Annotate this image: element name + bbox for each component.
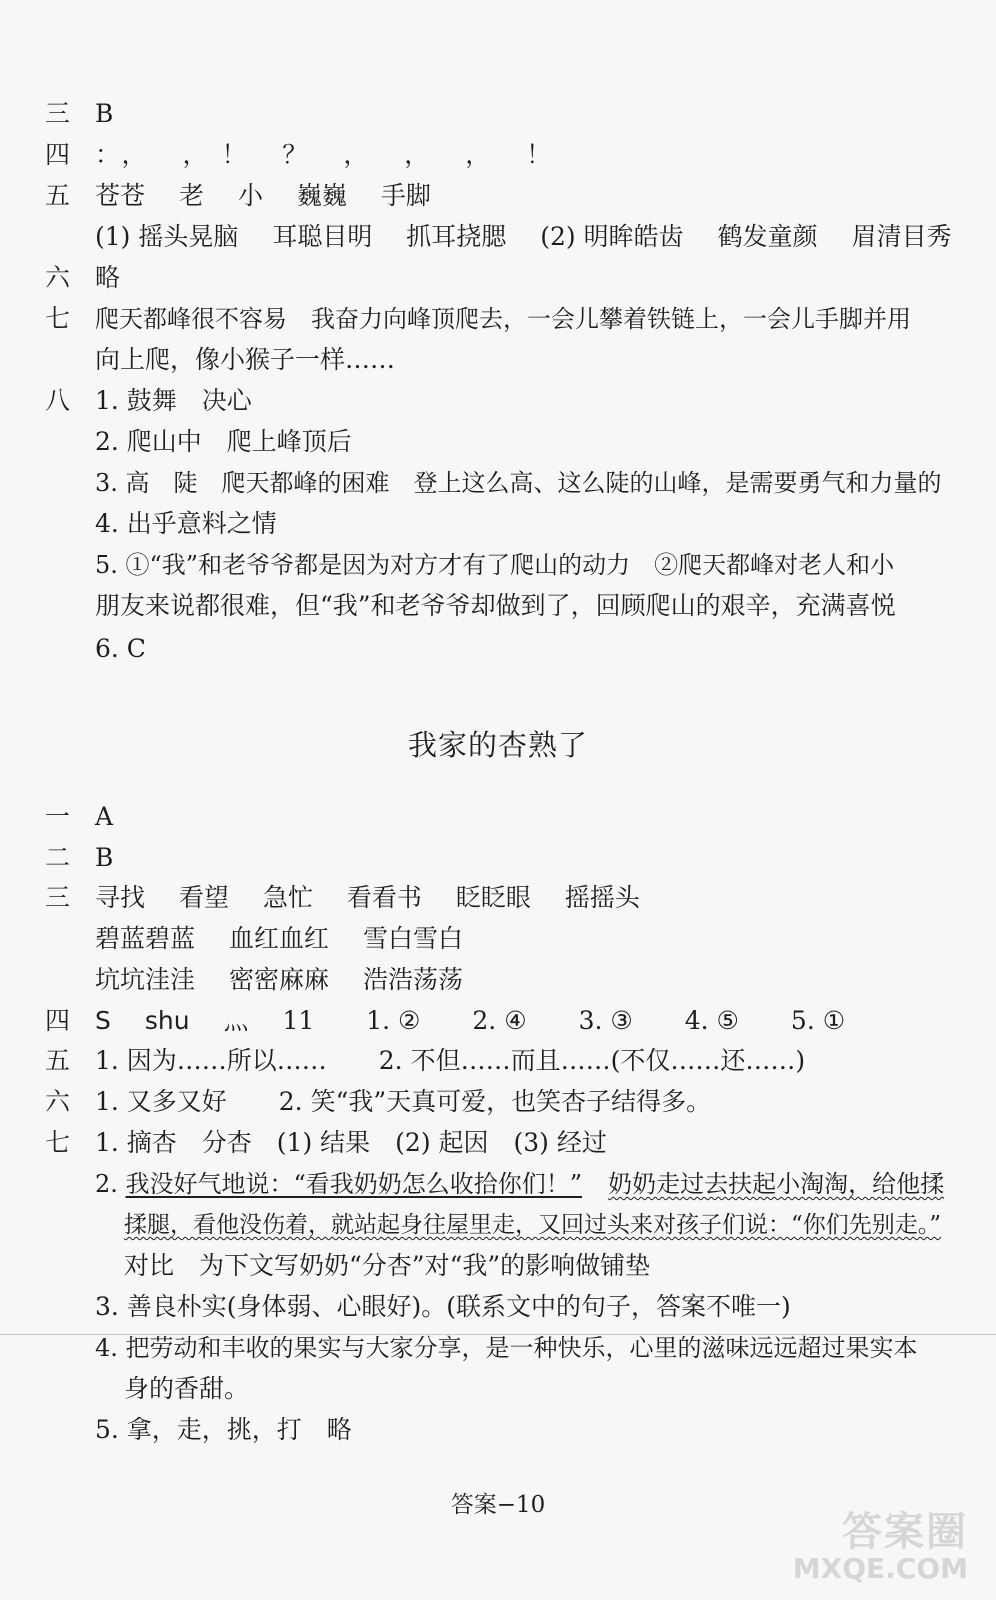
s2-q3-number: 三 xyxy=(45,883,71,912)
s2-q5-number: 五 xyxy=(45,1046,71,1075)
s2-q3-row2 xyxy=(95,924,463,954)
s2-q7-line xyxy=(95,1169,944,1199)
s2-q4-strokes: 11 xyxy=(282,1006,315,1035)
q5-idioms xyxy=(95,222,952,252)
s2-q3-word: 坑坑洼洼 xyxy=(95,965,196,994)
q8-item: 1. 鼓舞 决心 xyxy=(95,386,252,415)
s2-q7-line: 3. 善良朴实(身体弱、心眼好)。(联系文中的句子，答案不唯一) xyxy=(95,1292,791,1321)
q7-line1: 爬天都峰很不容易 我奋力向峰顶爬去，一会儿攀着铁链上，一会儿手脚并用 xyxy=(95,305,911,333)
q4-number: 四 xyxy=(45,140,71,169)
q8-item: 2. 爬山中 爬上峰顶后 xyxy=(95,427,352,456)
s2-q3-word: 碧蓝碧蓝 xyxy=(95,924,196,953)
q8-item: 6. C xyxy=(95,634,146,663)
s2-q3-row3 xyxy=(95,965,463,995)
q8-item: 4. 出乎意料之情 xyxy=(95,509,277,538)
q3-number: 三 xyxy=(45,99,71,128)
q8-item: 3. 高 陡 爬天都峰的困难 登上这么高、这么陡的山峰，是需要勇气和力量的 xyxy=(95,469,942,497)
s2-q3-word: 密密麻麻 xyxy=(228,965,329,994)
s2-q4-item: 4. ⑤ xyxy=(684,1006,739,1035)
s2-q3-word: 眨眨眼 xyxy=(455,883,531,912)
s2-q4-item: 1. ② xyxy=(366,1006,421,1035)
s2-q7-line: 1. 摘杏 分杏 (1) 结果 (2) 起因 (3) 经过 xyxy=(95,1128,607,1157)
s2-q3-word: 摇摇头 xyxy=(564,883,640,912)
s2-q4-item: 5. ① xyxy=(790,1006,846,1035)
q5-word: 手脚 xyxy=(380,181,431,210)
s2-q5-part: 2. 不但……而且……(不仅……还……) xyxy=(378,1046,806,1075)
q5-idiom: 眉清目秀 xyxy=(851,222,952,251)
q5-words xyxy=(95,181,431,211)
s2-q3-word: 急忙 xyxy=(262,883,313,912)
section-title: 我家的杏熟了 xyxy=(407,728,588,762)
watermark-logo: 答案圈 xyxy=(842,1509,968,1555)
s2-q7-line: 身的香甜。 xyxy=(124,1374,250,1403)
q4-answer: ：， ，！ ？ ， ， ， ！ xyxy=(95,140,566,169)
q5-idiom: (2) 明眸皓齿 xyxy=(540,222,684,251)
q5-word: 苍苍 xyxy=(95,181,146,210)
s2-q7-wavy: 奶奶走过去扶起小淘淘，给他揉 xyxy=(608,1170,945,1198)
s2-q6-answer xyxy=(95,1087,711,1117)
watermark-url: MXQE.COM xyxy=(792,1552,968,1585)
s2-q4-answer xyxy=(95,1006,845,1036)
s2-q6-part: 2. 笑“我”天真可爱，也笑杏子结得多。 xyxy=(278,1087,712,1116)
s2-q3-word: 寻找 xyxy=(95,883,146,912)
q7-line2: 向上爬，像小猴子一样…… xyxy=(95,345,396,374)
s2-q4-item: 3. ③ xyxy=(578,1006,633,1035)
s2-q5-answer xyxy=(95,1046,805,1076)
q6-number: 六 xyxy=(45,263,71,292)
s2-q3-word: 浩浩荡荡 xyxy=(362,965,463,994)
s2-q7-underlined: 我没好气地说：“看我奶奶怎么收拾你们！” xyxy=(125,1170,583,1198)
s2-q4-pinyin: shu xyxy=(144,1006,190,1035)
q5-idiom: (1) 摇头晃脑 xyxy=(95,222,239,251)
q5-word: 巍巍 xyxy=(296,181,347,210)
s2-q5-part: 1. 因为……所以…… xyxy=(95,1046,327,1075)
q5-idiom: 抓耳挠腮 xyxy=(406,222,507,251)
s2-q3-word: 血红血红 xyxy=(228,924,329,953)
s2-q1-number: 一 xyxy=(45,802,71,831)
s2-q2-number: 二 xyxy=(45,843,71,872)
s2-q3-row1 xyxy=(95,883,640,913)
s2-q2-answer: B xyxy=(95,843,114,872)
s2-q7-line: 5. 拿，走，挑，打 略 xyxy=(95,1415,352,1444)
s2-q7-line: 对比 为下文写奶奶“分杏”对“我”的影响做铺垫 xyxy=(124,1251,651,1280)
s2-q4-number: 四 xyxy=(45,1006,71,1035)
s2-q6-number: 六 xyxy=(45,1087,71,1116)
s2-q7-number: 七 xyxy=(45,1128,71,1157)
q5-idiom: 鹤发童颜 xyxy=(717,222,818,251)
q5-word: 小 xyxy=(237,181,263,210)
s2-q6-part: 1. 又多又好 xyxy=(95,1087,227,1116)
q8-item: 5. ①“我”和老爷爷都是因为对方才有了爬山的动力 ②爬天都峰对老人和小 xyxy=(95,551,895,579)
q6-answer: 略 xyxy=(95,263,121,292)
s2-q4-radical: 灬 xyxy=(223,1006,249,1035)
s2-q4-letter: S xyxy=(95,1006,111,1035)
page-number: 答案−10 xyxy=(450,1492,546,1518)
q8-number: 八 xyxy=(45,386,71,415)
s2-q7-line xyxy=(124,1210,941,1240)
q5-word: 老 xyxy=(178,181,204,210)
s2-q1-answer: A xyxy=(95,802,114,831)
q8-item: 朋友来说都很难，但“我”和老爷爷却做到了，回顾爬山的艰辛，充满喜悦 xyxy=(95,591,896,620)
s2-q3-word: 看望 xyxy=(178,883,229,912)
q5-number: 五 xyxy=(45,181,71,210)
s2-q7-wavy: 揉腿，看他没伤着，就站起身往屋里走，又回过头来对孩子们说：“你们先别走。” xyxy=(124,1212,942,1238)
s2-q4-item: 2. ④ xyxy=(472,1006,527,1035)
s2-q3-word: 雪白雪白 xyxy=(362,924,463,953)
q3-answer: B xyxy=(95,99,114,128)
q7-number: 七 xyxy=(45,304,71,333)
s2-q7-line: 4. 把劳动和丰收的果实与大家分享，是一种快乐，心里的滋味远远超过果实本 xyxy=(95,1334,918,1362)
s2-q7-prefix: 2. xyxy=(95,1170,126,1198)
s2-q3-word: 看看书 xyxy=(346,883,422,912)
q5-idiom: 耳聪目明 xyxy=(272,222,373,251)
